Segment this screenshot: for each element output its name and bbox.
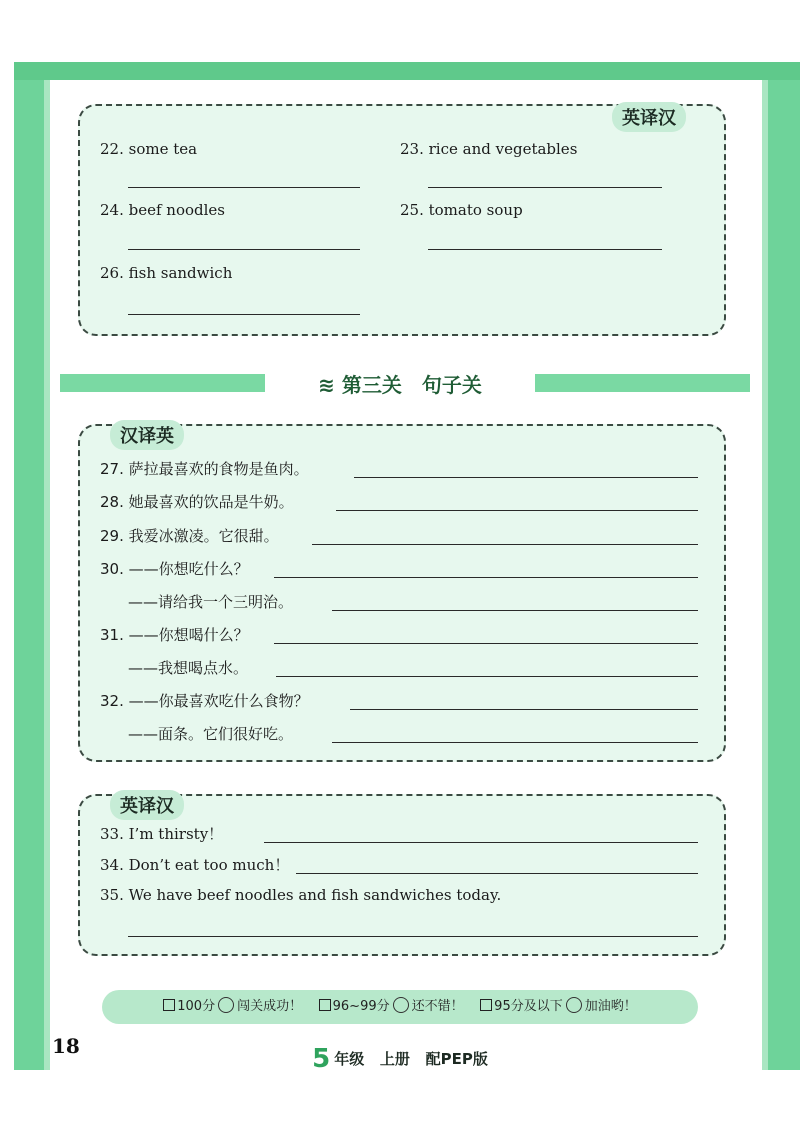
- answer-line-31b[interactable]: [276, 676, 698, 677]
- checkbox-100[interactable]: [163, 999, 175, 1011]
- cheer-face-icon: [218, 997, 234, 1013]
- answer-line-26[interactable]: [128, 314, 360, 315]
- page-number: 18: [52, 1034, 80, 1058]
- section-banner: ≋ 第三关 句子关: [265, 370, 535, 400]
- score-message-95-below: 加油哟！: [584, 999, 637, 1014]
- question-27: 27. 萨拉最喜欢的食物是鱼肉。: [100, 460, 309, 478]
- answer-line-28[interactable]: [336, 510, 698, 511]
- score-option-96-99: 96~99分: [332, 999, 390, 1014]
- checkbox-96-99[interactable]: [319, 999, 331, 1011]
- answer-line-24[interactable]: [128, 249, 360, 250]
- term-label: 上册: [379, 1050, 410, 1068]
- question-35: 35. We have beef noodles and fish sandwiches today.: [100, 886, 502, 904]
- book-footer: [282, 1044, 518, 1074]
- question-31a: 31. ——你想喝什么？: [100, 626, 249, 644]
- answer-line-35[interactable]: [128, 936, 698, 937]
- question-32b: ——面条。它们很好吃。: [128, 725, 294, 743]
- question-32a: 32. ——你最喜欢吃什么食物？: [100, 692, 309, 710]
- score-message-100: 闯关成功！: [237, 999, 303, 1014]
- score-option-100: 100分: [177, 999, 216, 1014]
- answer-line-27[interactable]: [354, 477, 698, 478]
- answer-line-22[interactable]: [128, 187, 360, 188]
- score-rating-bar: [102, 990, 698, 1024]
- question-34: 34. Don’t eat too much！: [100, 856, 290, 874]
- smile-face-icon: [393, 997, 409, 1013]
- edition-label: 配PEP版: [425, 1050, 488, 1068]
- grade-number: 5: [312, 1044, 331, 1074]
- answer-line-30b[interactable]: [332, 610, 698, 611]
- vocab-translation-box: [78, 104, 726, 336]
- question-26: 26. fish sandwich: [100, 264, 233, 282]
- frame-top-edge: [14, 62, 800, 80]
- question-24: 24. beef noodles: [100, 201, 225, 219]
- question-28: 28. 她最喜欢的饮品是牛奶。: [100, 493, 294, 511]
- question-23: 23. rice and vegetables: [400, 140, 578, 158]
- section-tag: 汉译英: [110, 420, 184, 450]
- question-30b: ——请给我一个三明治。: [128, 593, 294, 611]
- answer-line-32b[interactable]: [332, 742, 698, 743]
- answer-line-33[interactable]: [264, 842, 698, 843]
- question-31b: ——我想喝点水。: [128, 659, 249, 677]
- chevron-down-icon: ︾: [734, 583, 751, 602]
- answer-line-31a[interactable]: [274, 643, 698, 644]
- section-tag: 英译汉: [110, 790, 184, 820]
- answer-line-29[interactable]: [312, 544, 698, 545]
- page-margin-bottom: [0, 1070, 800, 1132]
- score-option-95-below: 95分及以下: [494, 999, 563, 1014]
- question-29: 29. 我爱冰激凌。它很甜。: [100, 527, 279, 545]
- checkbox-95-below[interactable]: [480, 999, 492, 1011]
- question-22: 22. some tea: [100, 140, 198, 158]
- answer-line-32a[interactable]: [350, 709, 698, 710]
- chevron-down-icon: ︾: [734, 861, 751, 880]
- score-message-96-99: 还不错！: [411, 999, 464, 1014]
- answer-line-30a[interactable]: [274, 577, 698, 578]
- question-30a: 30. ——你想吃什么？: [100, 560, 249, 578]
- grade-label: 年级: [334, 1050, 365, 1068]
- question-25: 25. tomato soup: [400, 201, 523, 219]
- answer-line-25[interactable]: [428, 249, 662, 250]
- question-33: 33. I’m thirsty！: [100, 825, 224, 843]
- chevron-down-icon: ︾: [52, 207, 69, 226]
- answer-line-34[interactable]: [296, 873, 698, 874]
- answer-line-23[interactable]: [428, 187, 662, 188]
- effort-face-icon: [566, 997, 582, 1013]
- section-tag: 英译汉: [612, 102, 686, 132]
